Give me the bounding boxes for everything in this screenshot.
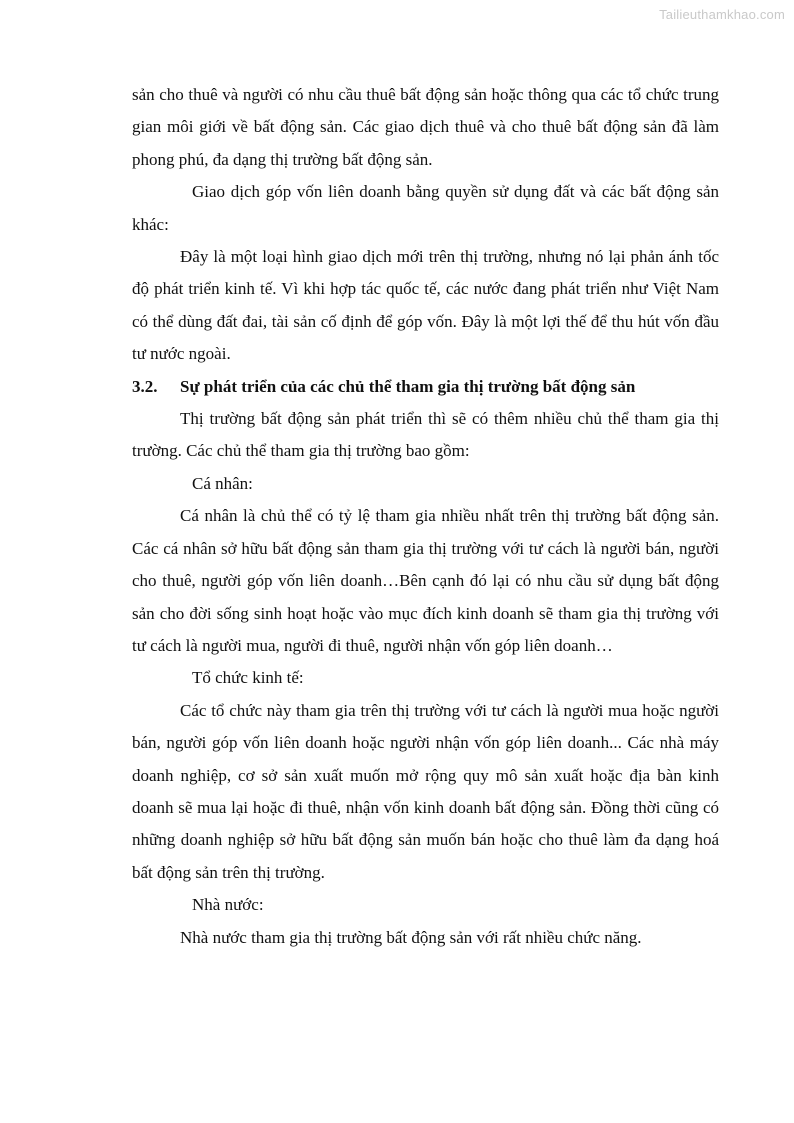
page-body	[132, 79, 719, 954]
subheading: Giao dịch góp vốn liên doanh bằng quyền sử dụng đất và các bất động sản khác:	[132, 182, 719, 234]
paragraph: Thị trường bất động sản phát triển thì sẽ có thêm nhiều chủ thể tham gia thị trường. Các chủ thể tham gia thị trường bao gồm:	[132, 409, 719, 461]
section-number: 3.2.	[132, 376, 158, 396]
watermark: Tailieuthamkhao.com	[659, 7, 785, 22]
paragraph: Nhà nước tham gia thị trường bất động sản với rất nhiều chức năng.	[180, 927, 642, 947]
subheading: Nhà nước:	[192, 895, 264, 915]
section-heading	[132, 371, 719, 403]
paragraph: Các tổ chức này tham gia trên thị trường với tư cách là người mua hoặc người bán, người góp vốn liên doanh hoặc người nhận vốn góp liên doanh... Các nhà máy doanh nghiệp, cơ sở sản xuất muốn mở rộng quy mô sản xuất hoặc địa bàn kinh doanh sẽ mua lại hoặc đi thuê, nhận vốn kinh doanh bất động sản. Đồng thời cũng có những doanh nghiệp sở hữu bất động sản muốn bán hoặc cho thuê làm đa dạng hoá bất động sản trên thị trường.	[132, 700, 719, 882]
paragraph: sản cho thuê và người có nhu cầu thuê bất động sản hoặc thông qua các tổ chức trung gian môi giới về bất động sản. Các giao dịch thuê và cho thuê bất động sản đã làm phong phú, đa dạng thị trường bất động sản.	[132, 85, 719, 169]
paragraph: Đây là một loại hình giao dịch mới trên thị trường, nhưng nó lại phản ánh tốc độ phát triển kinh tế. Vì khi hợp tác quốc tế, các nước đang phát triển như Việt Nam có thể dùng đất đai, tài sản cố định để góp vốn. Đây là một lợi thế để thu hút vốn đầu tư nước ngoài.	[132, 247, 719, 364]
section-title: Sự phát triển của các chủ thể tham gia thị trường bất động sản	[180, 376, 636, 396]
paragraph: Cá nhân là chủ thể có tỷ lệ tham gia nhiều nhất trên thị trường bất động sản. Các cá nhân sở hữu bất động sản tham gia thị trường với tư cách là người bán, người cho thuê, người góp vốn liên doanh…Bên cạnh đó lại có nhu cầu sử dụng bất động sản cho đời sống sinh hoạt hoặc vào mục đích kinh doanh sẽ tham gia thị trường với tư cách là người mua, người đi thuê, người nhận vốn góp liên doanh…	[132, 506, 719, 655]
subheading: Cá nhân:	[192, 473, 253, 493]
subheading: Tổ chức kinh tế:	[192, 668, 304, 688]
